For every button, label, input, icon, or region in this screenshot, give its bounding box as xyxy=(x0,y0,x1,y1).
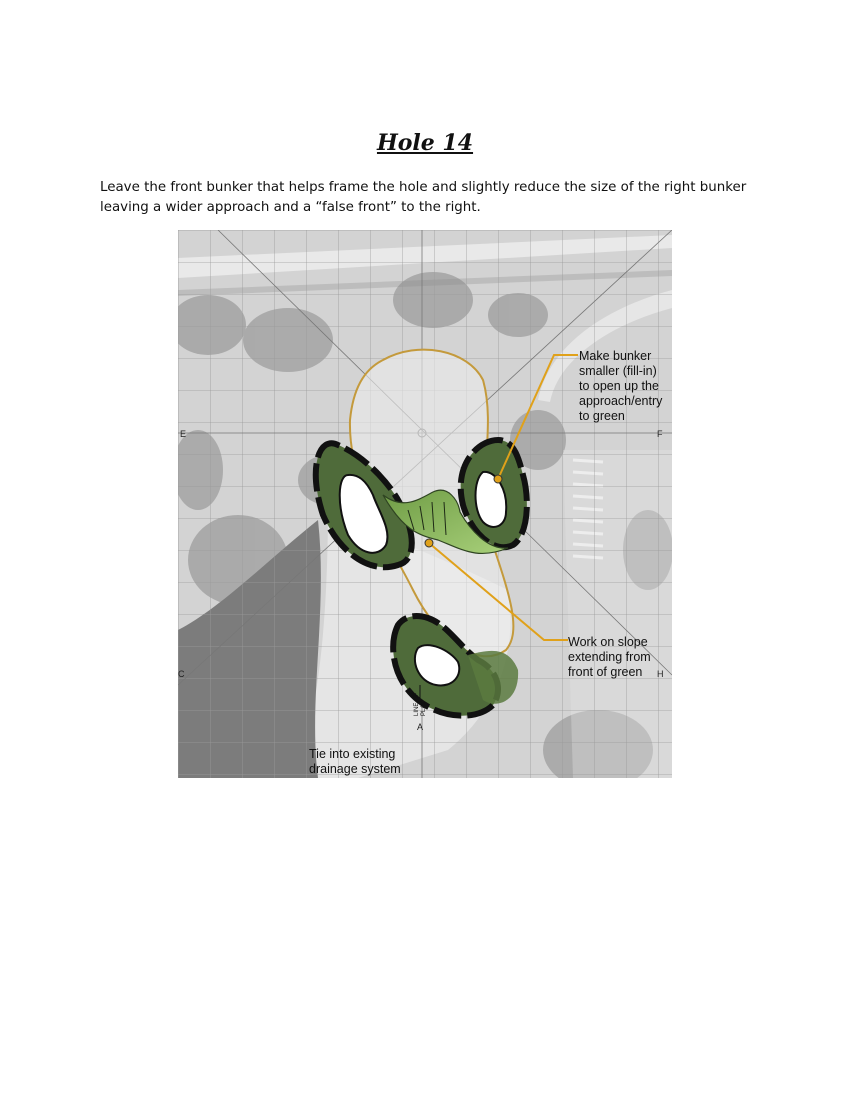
grid-label-c: C xyxy=(178,669,185,679)
annotation-drainage-line: drainage system xyxy=(309,762,401,776)
annotation-bunker-line: to green xyxy=(579,409,625,423)
annotation-slope xyxy=(568,635,654,679)
grid-label-a: A xyxy=(417,722,424,732)
hole-plan-svg xyxy=(178,230,672,778)
annotation-bunker-line: to open up the xyxy=(579,379,659,393)
annotation-bunker-line: smaller (fill-in) xyxy=(579,364,657,378)
annotation-slope-line: Work on slope xyxy=(568,635,648,649)
line-of-play-label: LINE OF PLAY xyxy=(414,692,427,716)
page-title: Hole 14 xyxy=(376,130,474,156)
annotation-slope-line: front of green xyxy=(568,665,643,679)
grid-label-e: E xyxy=(180,429,187,439)
annotation-bunker-line: approach/entry xyxy=(579,394,663,408)
grid-label-f: F xyxy=(657,429,663,439)
annotation-drainage-line: Tie into existing xyxy=(309,747,396,761)
annotation-slope-line: extending from xyxy=(568,650,651,664)
annotation-drainage xyxy=(309,747,401,776)
callout-dot-slope xyxy=(425,539,433,547)
hole-plan-drawing xyxy=(178,230,672,778)
description-paragraph: Leave the front bunker that helps frame the hole and slightly reduce the size of the right bunker leaving a wider approach and a “false front” to the right. xyxy=(100,180,747,215)
callout-dot-bunker xyxy=(494,475,502,483)
annotation-bunker-line: Make bunker xyxy=(579,349,652,363)
grid-label-h: H xyxy=(657,669,664,679)
